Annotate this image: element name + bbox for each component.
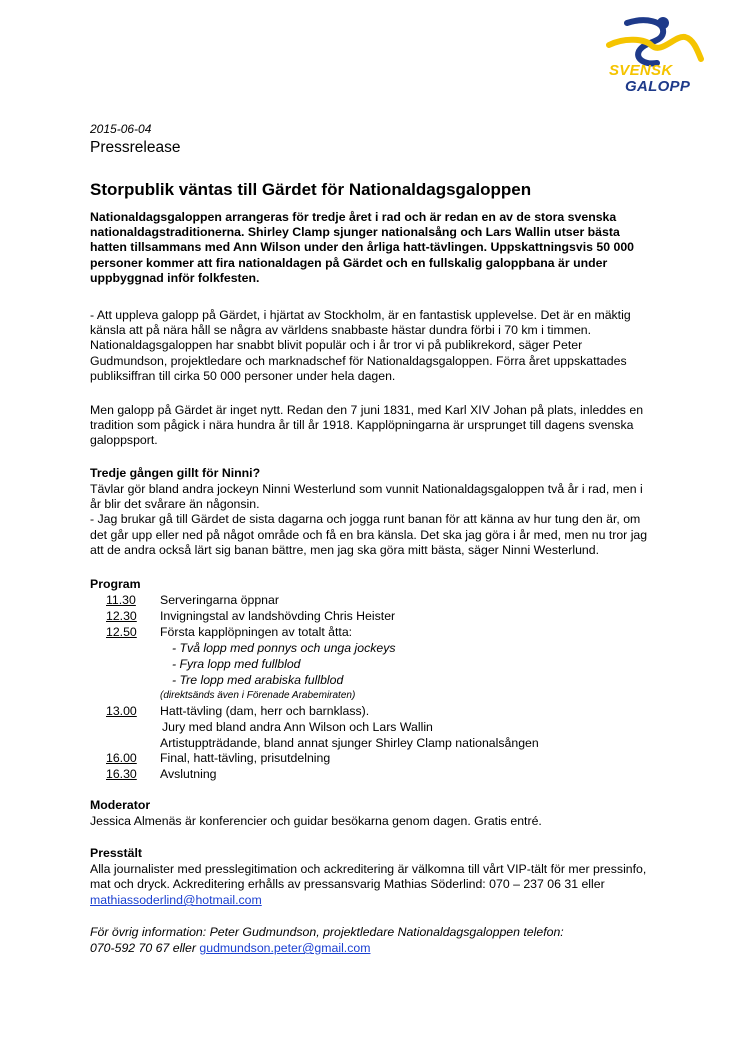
contact-email-link[interactable]: gudmundson.peter@gmail.com [199, 941, 371, 955]
program-text: Final, hatt-tävling, prisutdelning [160, 751, 331, 765]
program-text: Invigningstal av landshövding Chris Heister [160, 609, 396, 623]
release-date: 2015-06-04 [90, 122, 152, 136]
moderator-heading: Moderator [90, 798, 151, 812]
program-text: Avslutning [160, 767, 217, 781]
program-text: Första kapplöpningen av totalt åtta: [160, 625, 353, 639]
program-time: 16.00 [106, 751, 137, 765]
logo-text-line1: SVENSK [609, 62, 673, 79]
presstalt-paragraph: Alla journalister med presslegitimation och ackreditering är välkomna till vårt VIP-tält för mer pressinfo, mat och dryck. Ackreditering erhålls av pressansvarig Mathias Söderlind: 070 – 237 06 31 eller [90, 862, 647, 892]
ninni-heading: Tredje gången gillt för Ninni? [90, 466, 261, 480]
program-time: 16.30 [106, 767, 137, 781]
contact-line-2 [90, 941, 370, 956]
program-time: 11.30 [106, 593, 136, 607]
program-time: 13.00 [106, 704, 137, 718]
program-text: Jury med bland andra Ann Wilson och Lars Wallin [162, 720, 433, 734]
contact-phone: 070-592 70 67 eller [90, 941, 200, 955]
logo-text-line2: GALOPP [625, 78, 691, 95]
lead-paragraph: Nationaldagsgaloppen arrangeras för tredje året i rad och är redan en av de stora svenska nationaldagstraditionerna. Shirley Clamp sjunger nationalsång och Lars Wallin utser bästa hatten tillsammans med Ann Wilson under den årliga hatt-tävlingen. Uppskattningsvis 50 000 personer kommer att fira nationaldagen på Gärdet och en fullskalig galoppbana är under uppbyggnad inför folkfesten. [90, 210, 635, 285]
program-subitem: - Tre lopp med arabiska fullblod [172, 673, 344, 687]
program-text: Serveringarna öppnar [160, 593, 279, 607]
history-paragraph: Men galopp på Gärdet är inget nytt. Redan den 7 juni 1831, med Karl XIV Johan på plats, inleddes en tradition som pågick i nära hundra år till år 1918. Kapplöpningarna är ursprunget till dagens svenska galoppsport. [90, 403, 644, 448]
moderator-paragraph: Jessica Almenäs är konferencier och guidar besökarna genom dagen. Gratis entré. [90, 814, 542, 828]
presstalt-heading: Presstält [90, 846, 142, 860]
quote-paragraph: - Att uppleva galopp på Gärdet, i hjärtat av Stockholm, är en fantastisk upplevelse. Det är en mäktig känsla att på nära håll se några av världens snabbaste hästar dundra förbi i 70 km i timmen. Nationaldagsgaloppen har snabbt blivit populär och i år tror vi på publikrekord, säger Peter Gudmundson, projektledare och marknadschef för Nationaldagsgaloppen. Förra året uppskattades publiksiffran till cirka 50 000 personer under hela dagen. [90, 308, 631, 383]
program-text: Artistuppträdande, bland annat sjunger Shirley Clamp nationalsången [160, 736, 539, 750]
program-subitem: - Två lopp med ponnys och unga jockeys [172, 641, 396, 655]
svensk-galopp-logo [605, 15, 705, 110]
program-time: 12.50 [106, 625, 137, 639]
program-heading: Program [90, 577, 141, 591]
program-note: (direktsänds även i Förenade Arabemiraten) [160, 690, 356, 701]
contact-line: För övrig information: Peter Gudmundson, projektledare Nationaldagsgaloppen telefon: [90, 925, 564, 939]
document-type: Pressrelease [90, 139, 181, 156]
ninni-paragraph: Tävlar gör bland andra jockeyn Ninni Westerlund som vunnit Nationaldagsgaloppen två år i rad, men i år blir det svårare än någonsin. - Jag brukar gå till Gärdet de sista dagarna och jogga runt banan för att känna av hur tung den är, om det går upp eller ned på något område och få en bra känsla. Det ska jag göra i år med, men nu tror jag att de andra också lärt sig banan bättre, men jag ska göra mitt bästa, säger Ninni Westerlund. [90, 482, 648, 557]
program-subitem: - Fyra lopp med fullblod [172, 657, 301, 671]
press-email-link[interactable]: mathiassoderlind@hotmail.com [90, 893, 262, 907]
headline: Storpublik väntas till Gärdet för Nationaldagsgaloppen [90, 180, 532, 199]
program-time: 12.30 [106, 609, 137, 623]
program-text: Hatt-tävling (dam, herr och barnklass). [160, 704, 370, 718]
